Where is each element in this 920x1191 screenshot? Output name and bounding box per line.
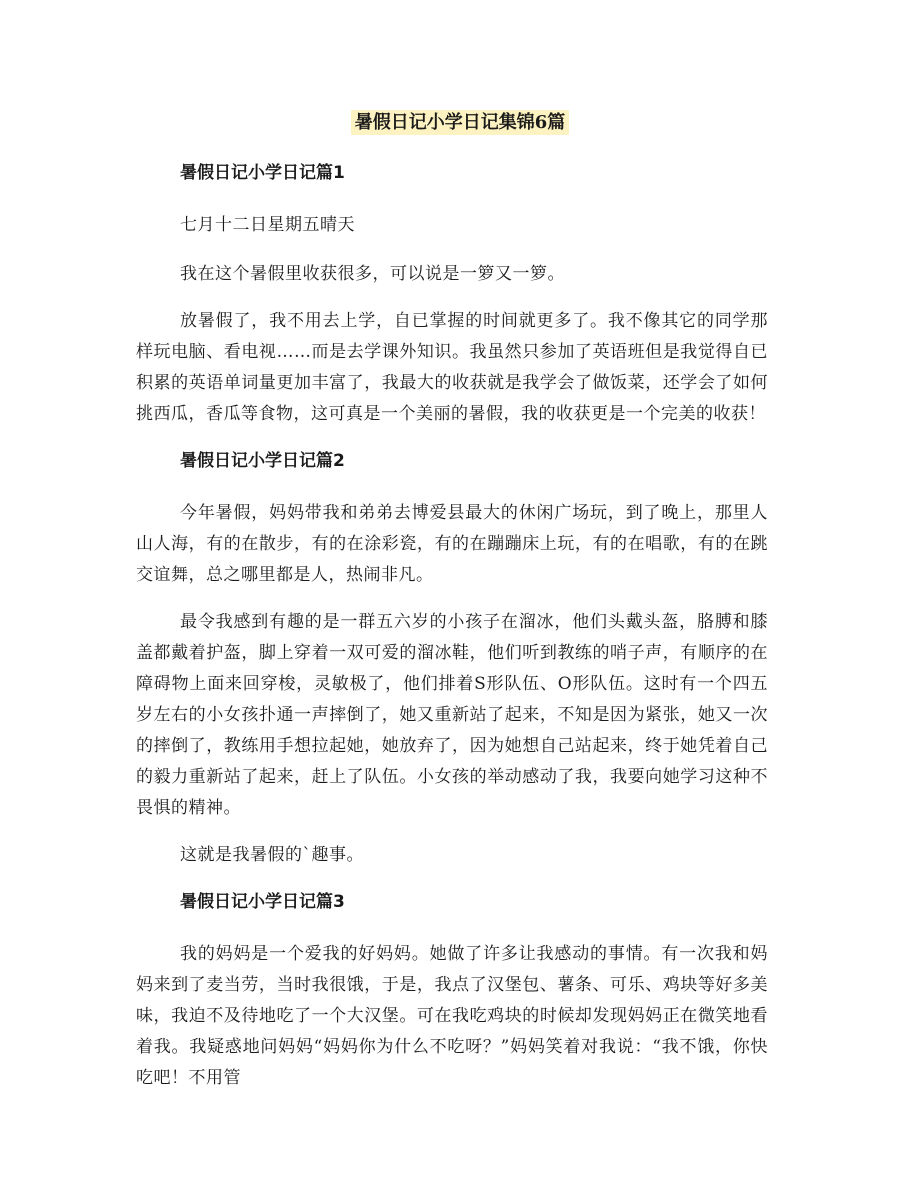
paragraph: 这就是我暑假的`趣事。 (180, 845, 364, 865)
document-title-text: 暑假日记小学日记集锦6篇 (351, 110, 570, 135)
section-heading: 暑假日记小学日记篇2 (180, 451, 345, 471)
paragraph: 最令我感到有趣的是一群五六岁的小孩子在溜冰，他们头戴头盔，胳膊和膝盖都戴着护盔，脚上穿着一双可爱的溜冰鞋，他们听到教练的哨子声，有顺序的在障碍物上面来回穿梭，灵敏极了，他们排着S形队伍、O形队伍。这时有一个四五岁左右的小女孩扑通一声摔倒了，她又重新站了起来，不知是因为紧张，她又一次的摔倒了，教练用手想拉起她，她放弃了，因为她想自己站起来，终于她凭着自己的毅力重新站了起来，赶上了队伍。小女孩的举动感动了我，我要向她学习这种不畏惧的精神。 (136, 612, 768, 818)
document-title (0, 108, 920, 134)
paragraph: 我在这个暑假里收获很多，可以说是一箩又一箩。 (180, 264, 565, 284)
section-heading: 暑假日记小学日记篇1 (180, 163, 345, 183)
paragraph: 我的妈妈是一个爱我的好妈妈。她做了许多让我感动的事情。有一次我和妈妈来到了麦当劳，当时我很饿，于是，我点了汉堡包、薯条、可乐、鸡块等好多美味，我迫不及待地吃了一个大汉堡。可在我吃鸡块的时候却发现妈妈正在微笑地看着我。我疑惑地问妈妈“妈妈你为什么不吃呀？”妈妈笑着对我说：“我不饿，你快吃吧！不用管 (136, 944, 768, 1088)
section-heading: 暑假日记小学日记篇3 (180, 892, 345, 912)
paragraph: 今年暑假，妈妈带我和弟弟去博爱县最大的休闲广场玩，到了晚上，那里人山人海，有的在散步，有的在涂彩瓷，有的在蹦蹦床上玩，有的在唱歌，有的在跳交谊舞，总之哪里都是人，热闹非凡。 (136, 503, 768, 585)
paragraph: 放暑假了，我不用去上学，自已掌握的时间就更多了。我不像其它的同学那样玩电脑、看电视……而是去学课外知识。我虽然只参加了英语班但是我觉得自已积累的英语单词量更加丰富了，我最大的收获就是我学会了做饭菜，还学会了如何挑西瓜，香瓜等食物，这可真是一个美丽的暑假，我的收获更是一个完美的收获！ (136, 311, 768, 424)
document-body (136, 158, 768, 1110)
diary-date: 七月十二日星期五晴天 (180, 215, 355, 235)
